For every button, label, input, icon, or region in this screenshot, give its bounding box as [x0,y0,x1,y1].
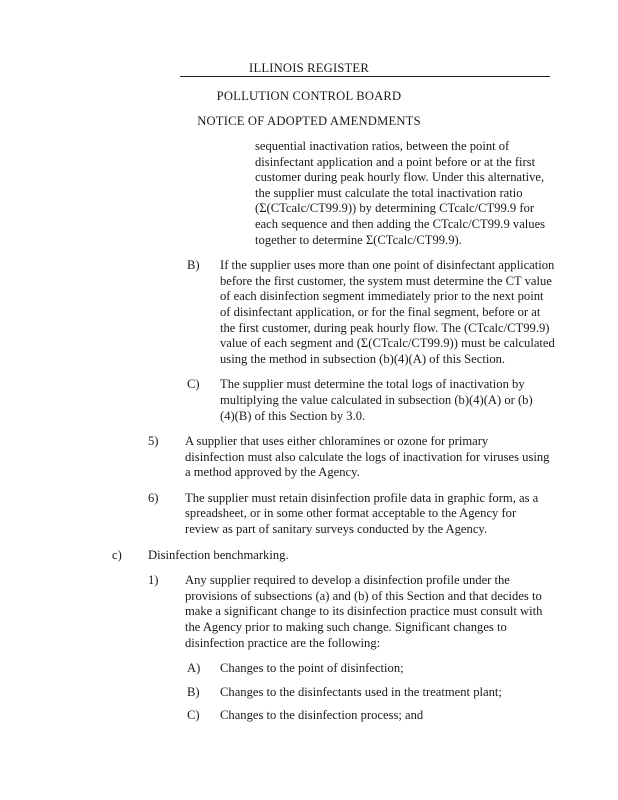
item-block [187,684,555,701]
item-block [187,258,555,367]
item-block [187,708,555,724]
register-title: ILLINOIS REGISTER [249,61,369,75]
item-text: The supplier must retain disinfection profile data in graphic form, as a spreadsheet, or in some other format acceptable to the Agency for review as part of sanitary surveys conducted by the Agency. [185,490,539,537]
item-label: 5) [148,434,159,449]
continued-paragraph: sequential inactivation ratios, between the point of disinfectant application and a point before or at the first customer during peak hourly flow. Under this alternative, the supplier must calculate the total inactivation ratio (Σ(CTcalc/CT99.9)) by determining CTcalc/CT99.9 for each sequence and then adding the CTcalc/CT99.9 values together to determine Σ(CTcalc/CT99.9). [255,139,546,247]
item-text: Changes to the disinfection process; and [220,708,424,723]
notice-title: NOTICE OF ADOPTED AMENDMENTS [197,114,421,128]
item-block [112,547,528,564]
item-text: Any supplier required to develop a disinfection profile under the provisions of subsections (a) and (b) of this Section and that decides to make a significant change to its disinfection practice must consult with the Agency prior to making such change. Significant changes to disinfection practice are the following: [185,573,543,650]
document-body [0,139,618,724]
item-text: Disinfection benchmarking. [148,547,289,562]
item-block [148,573,555,651]
item-text: Changes to the point of disinfection; [220,661,404,676]
item-text: If the supplier uses more than one point of disinfectant application before the first customer, the system must determine the CT value of each disinfection segment immediately prior to the next point of disinfectant application, or for the final segment, before or at the first customer, during peak hourly flow. The (CTcalc/CT99.9) value of each segment and (Σ(CTcalc/CT99.9)) must be calculated using the method in subsection (b)(4)(A) of this Section. [220,258,555,366]
item-text: The supplier must determine the total logs of inactivation by multiplying the value calculated in subsection (b)(4)(A) or (b)(4)(B) of this Section by 3.0. [220,377,533,423]
item-block [187,377,535,424]
item-label: 1) [148,573,159,588]
item-label: B) [187,684,200,699]
item-text: Changes to the disinfectants used in the treatment plant; [220,684,502,699]
item-label: C) [187,708,200,723]
item-text: A supplier that uses either chloramines or ozone for primary disinfection must also calculate the logs of inactivation for viruses using a method approved by the Agency. [185,434,550,480]
continued-block [255,139,555,248]
header-rule [180,76,550,77]
item-label: B) [187,258,200,273]
item-label: 6) [148,490,159,505]
item-label: c) [112,547,122,562]
item-label: C) [187,377,200,392]
board-title: POLLUTION CONTROL BOARD [216,89,402,103]
item-label: A) [187,661,201,676]
item-block [148,434,550,481]
item-block [187,661,555,677]
item-block [148,490,545,538]
